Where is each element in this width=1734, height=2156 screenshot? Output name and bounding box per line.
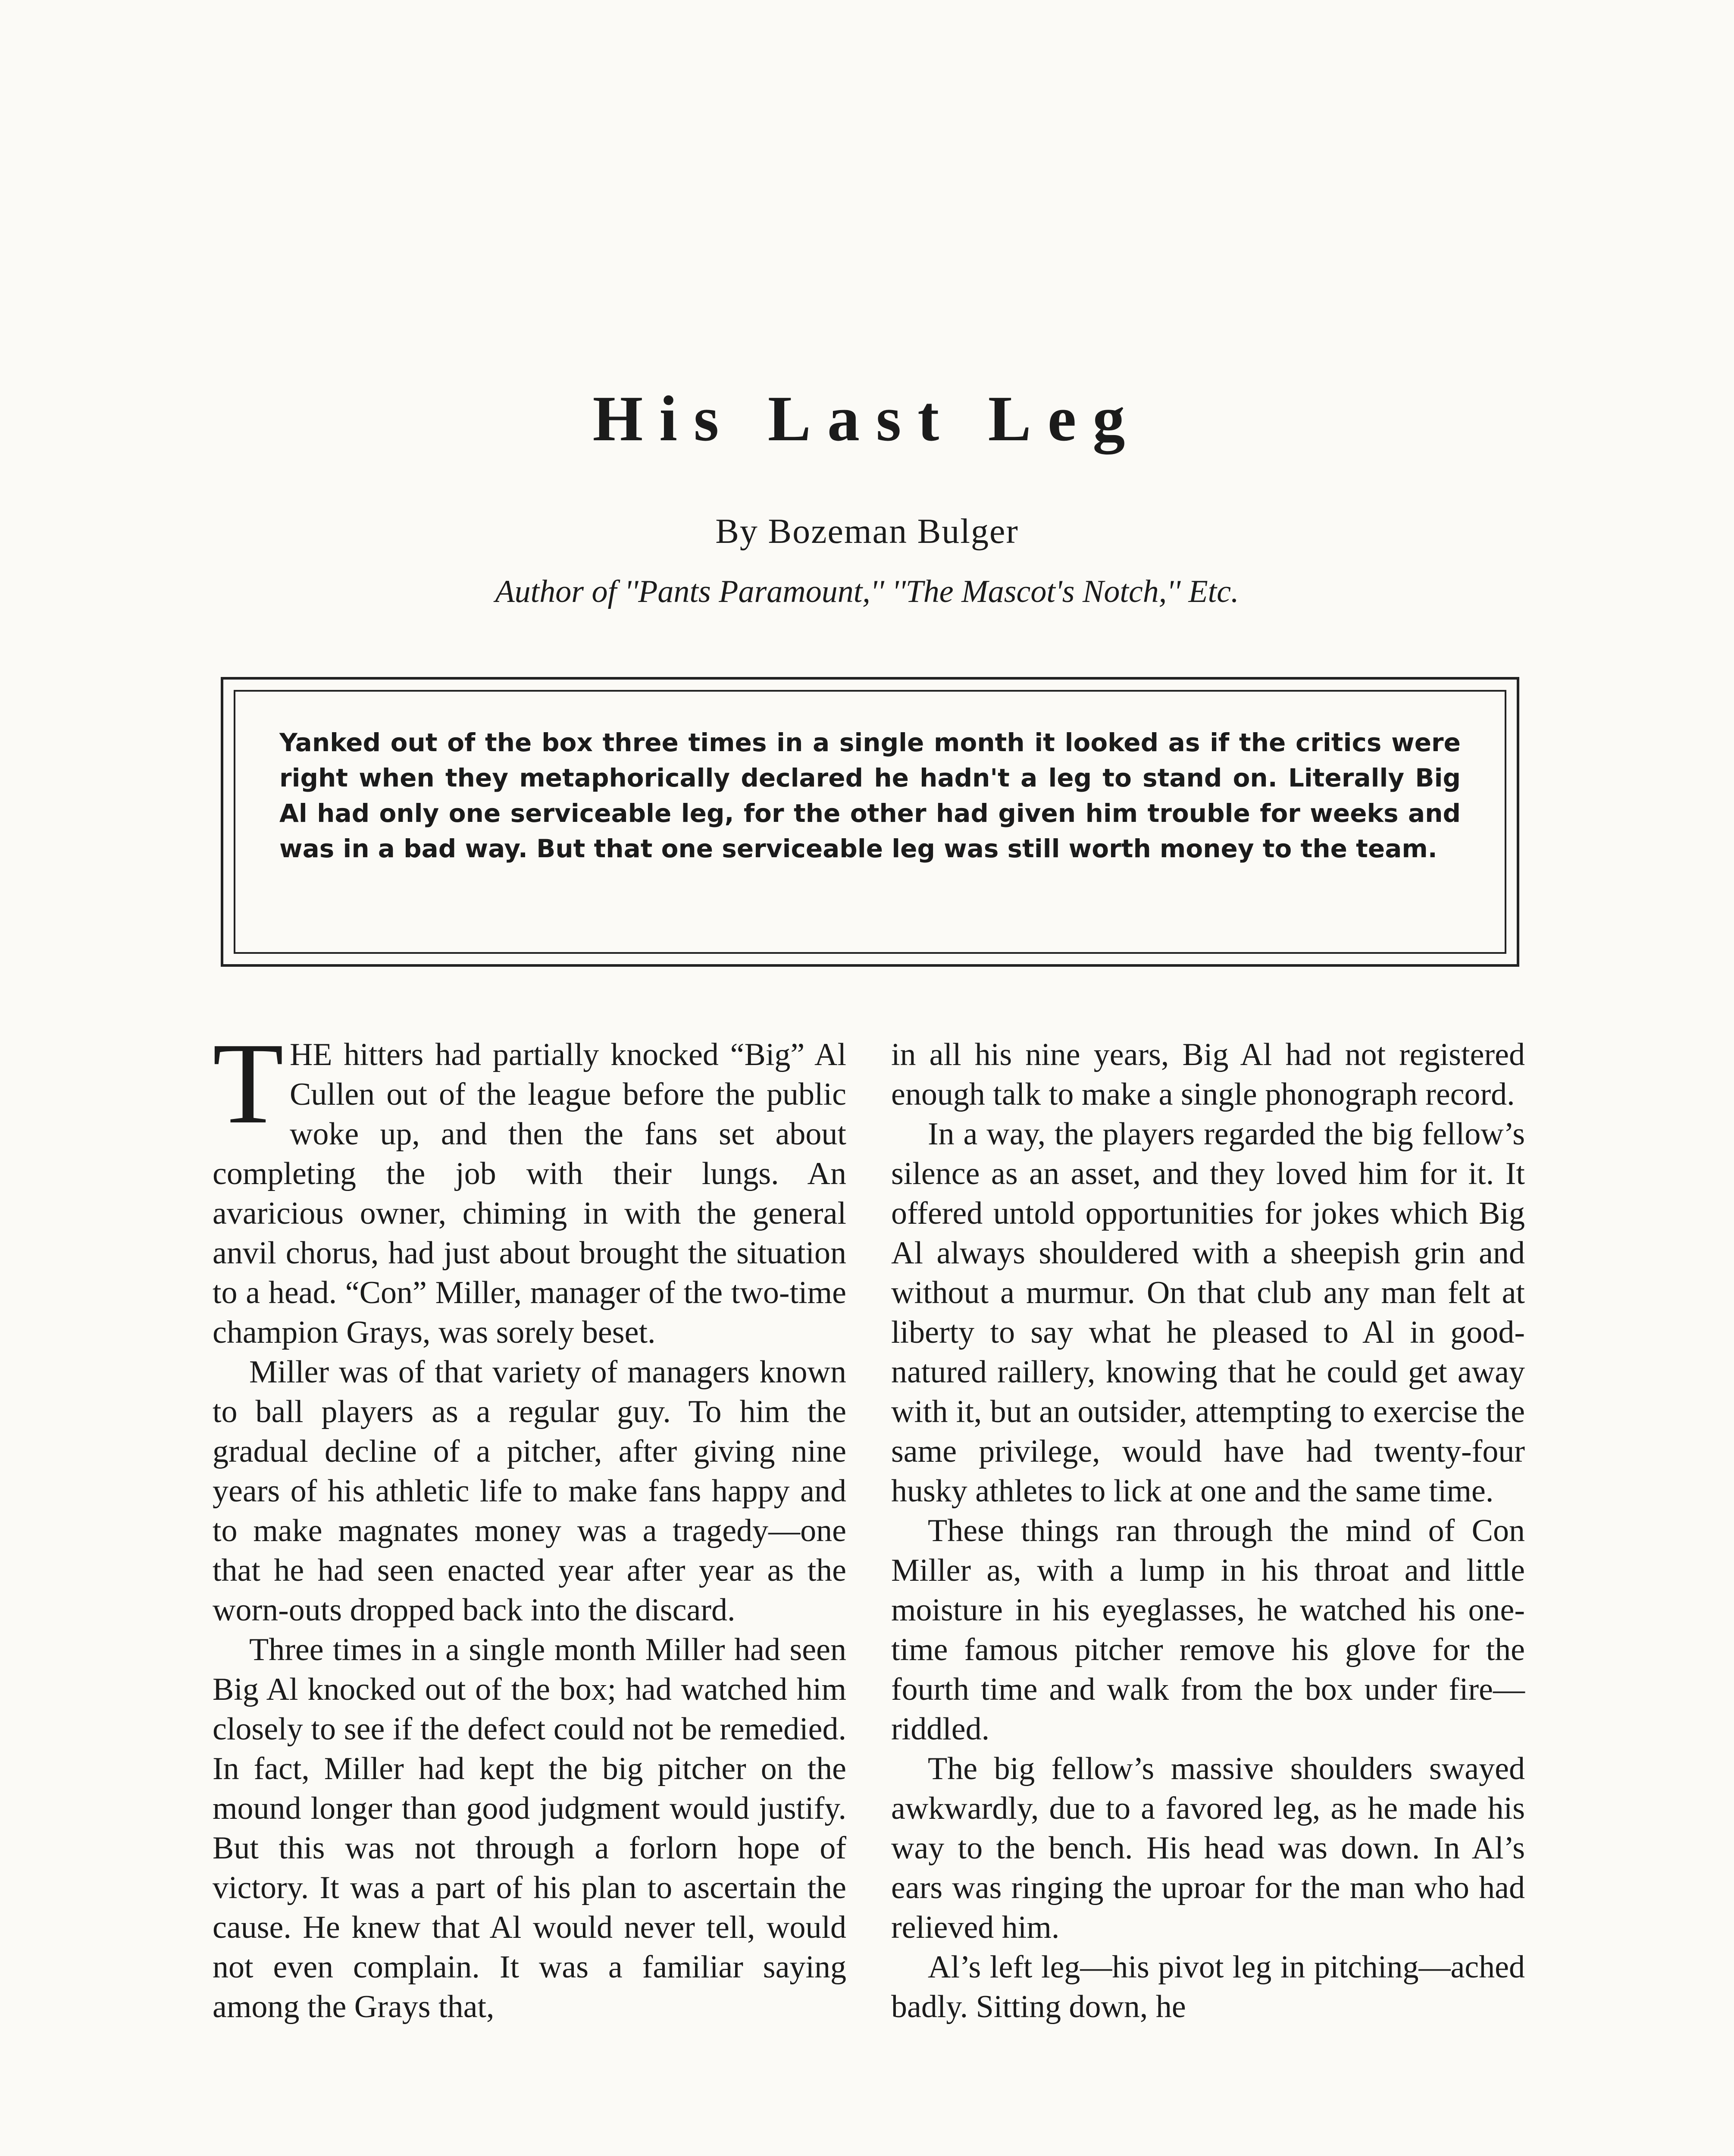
paragraph: in all his nine years, Big Al had not registered enough talk to make a single phonograph record. — [891, 1037, 1525, 1112]
blurb-box — [221, 677, 1519, 967]
left-column — [213, 1019, 846, 2027]
paragraph: In a way, the players regarded the big fellow’s silence as an asset, and they loved him for it. It offered untold opportunities for jokes which Big Al always shouldered with a sheepish grin and without a murmur. On that club any man felt at liberty to say what he pleased to Al in good-natured raillery, knowing that he could get away with it, but an outsider, attempting to exercise the same privilege, would have had twenty-four husky athletes to lick at one and the same time. — [891, 1116, 1525, 1509]
paragraph: Miller was of that variety of managers known to ball players as a regular guy. To him the gradual decline of a pitcher, after giving nine years of his athletic life to make fans happy and to make magnates money was a tragedy—one that he had seen enacted year after year as the worn-outs dropped back into the discard. — [213, 1354, 846, 1628]
blurb-text: Yanked out of the box three times in a single month it looked as if the critics were right when they metaphorically declared he hadn't a leg to stand on. Literally Big Al had only one serviceable leg, for the other had given him trouble for weeks and was in a bad way. But that one serviceable leg was still worth money to the team. — [279, 728, 1461, 863]
paragraph: These things ran through the mind of Con Miller as, with a lump in his throat and little moisture in his eyeglasses, he watched his one-time famous pitcher remove his glove for the fourth time and walk from the box under fire—riddled. — [891, 1513, 1525, 1747]
author-credits: Author of ''Pants Paramount,'' ''The Mascot's Notch,'' Etc. — [495, 574, 1239, 609]
paragraph: Three times in a single month Miller had seen Big Al knocked out of the box; had watched him closely to see if the defect could not be remedied. In fact, Miller had kept the big pitcher on the mound longer than good judgment would justify. But this was not through a forlorn hope of victory. It was a part of his plan to ascertain the cause. He knew that Al would never tell, would not even complain. It was a familiar saying among the Grays that, — [213, 1632, 846, 2024]
paragraph: The big fellow’s massive shoulders swayed awkwardly, due to a favored leg, as he made his way to the bench. His head was down. In Al’s ears was ringing the uproar for the man who had relieved him. — [891, 1751, 1525, 1945]
paragraph-text: HE hitters had partially knocked “Big” Al Cullen out of the league before the public woke up, and then the fans set about completing the job with their lungs. An avaricious owner, chiming in with the general anvil chorus, had just about brought the situation to a head. “Con” Miller, manager of the two-time champion Grays, was sorely beset. — [213, 1037, 846, 1350]
drop-cap: T — [213, 1019, 284, 1148]
right-column — [891, 1035, 1525, 2027]
paragraph — [213, 1019, 846, 1352]
article-title: His Last Leg — [592, 383, 1142, 454]
byline: By Bozeman Bulger — [715, 511, 1019, 551]
paragraph: Al’s left leg—his pivot leg in pitching—ached badly. Sitting down, he — [891, 1949, 1525, 2024]
